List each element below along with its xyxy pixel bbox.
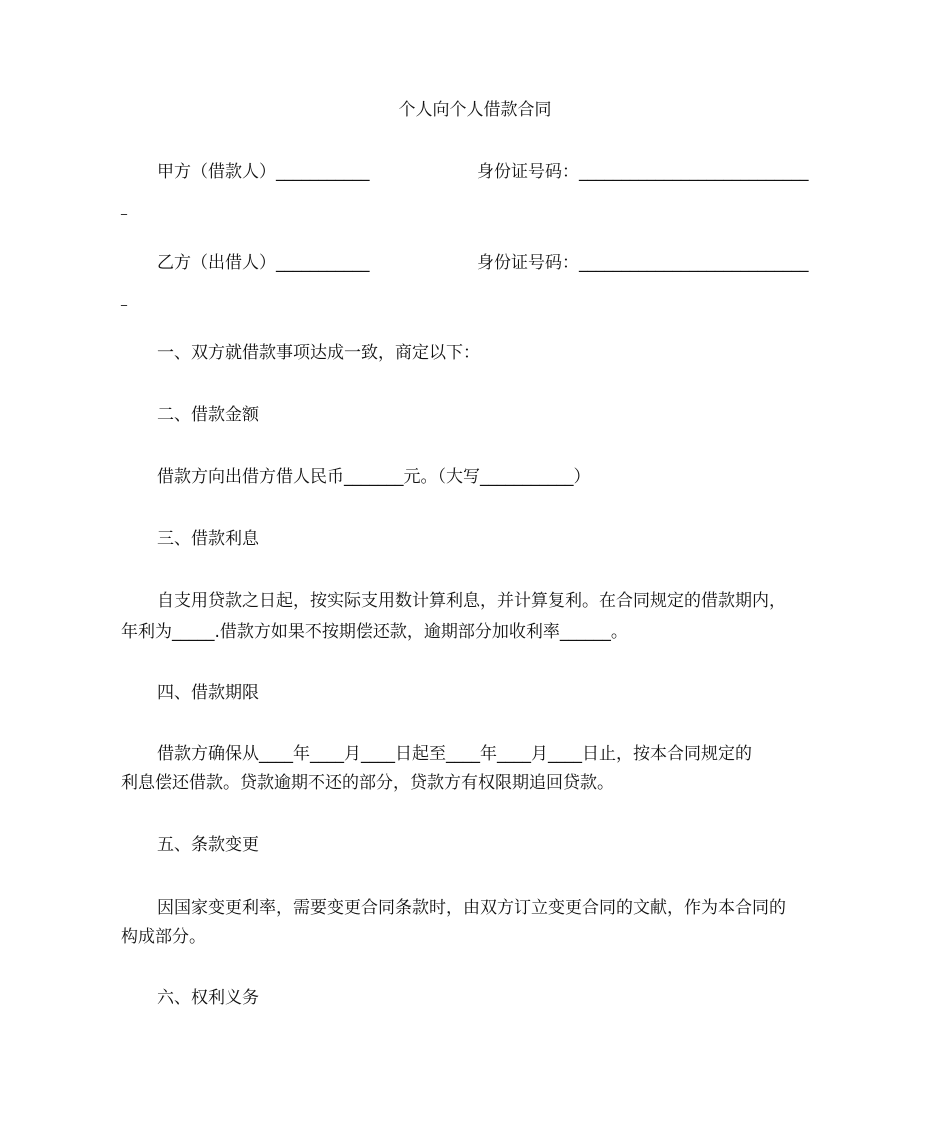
section-2-body: 借款方向出借方借人民币_______元。（大写___________）	[157, 467, 591, 487]
party-a-label: 甲方（借款人）___________	[157, 162, 370, 182]
party-b-overflow: _	[121, 292, 127, 306]
section-2-heading: 二、借款金额	[157, 405, 259, 425]
party-b-id-number: 身份证号码：___________________________	[477, 253, 809, 273]
section-1-heading: 一、双方就借款事项达成一致，商定以下：	[157, 343, 480, 363]
section-6-heading: 六、权利义务	[157, 988, 259, 1008]
section-4-body-line-1: 借款方确保从____年____月____日起至____年____月____日止，按本合同规定的	[157, 744, 752, 764]
party-a-overflow: _	[121, 201, 127, 215]
section-3-body-line-1: 自支用贷款之日起，按实际支用数计算利息，并计算复利。在合同规定的借款期内，	[157, 591, 786, 611]
section-5-body-line-1: 因国家变更利率，需要变更合同条款时，由双方订立变更合同的文献，作为本合同的	[157, 898, 786, 918]
section-3-heading: 三、借款利息	[157, 529, 259, 549]
party-a-id-number: 身份证号码：___________________________	[477, 162, 809, 182]
section-4-heading: 四、借款期限	[157, 683, 259, 703]
document-title: 个人向个人借款合同	[398, 100, 552, 120]
section-5-body-line-2: 构成部分。	[121, 927, 206, 947]
party-b-label: 乙方（出借人）___________	[157, 253, 370, 273]
section-3-body-line-2: 年利为_____.借款方如果不按期偿还款，逾期部分加收利率______。	[121, 622, 628, 642]
section-4-body-line-2: 利息偿还借款。贷款逾期不还的部分，贷款方有权限期追回贷款。	[121, 773, 614, 793]
section-5-heading: 五、条款变更	[157, 835, 259, 855]
